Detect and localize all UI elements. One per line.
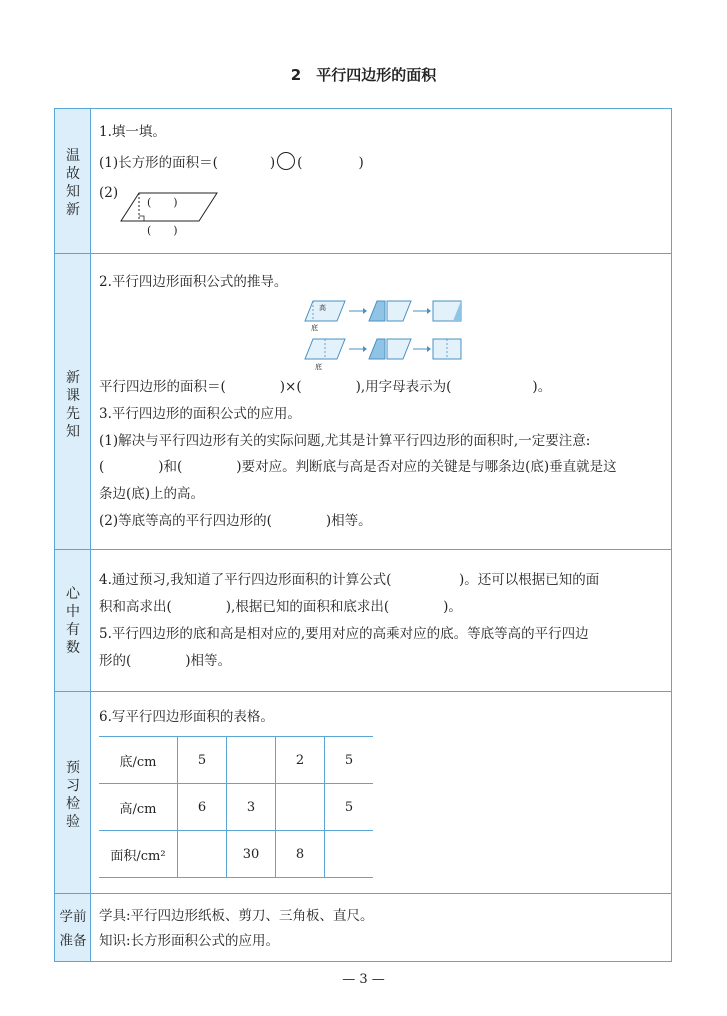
figure-gao-label: 高 [319,304,326,312]
q1-part1: (1)长方形的面积＝( ) ( ) [99,152,364,173]
table-cell[interactable]: 5 [325,737,374,784]
worksheet-frame [54,108,672,962]
table-cell[interactable] [325,831,374,878]
q3-line: 条边(底)上的高。 [99,486,205,502]
table-cell[interactable]: 8 [276,831,325,878]
q1-heading: 1.填一填。 [99,124,166,140]
q3-line: (2)等底等高的平行四边形的( )相等。 [99,513,372,529]
table-cell[interactable]: 5 [325,784,374,831]
section-sidebar [55,109,91,961]
section-label-wengu: 温 故 知 新 [66,148,80,218]
table-row [99,784,373,831]
q4-line: 积和高求出( ),根据已知的面积和底求出( )。 [99,599,462,615]
operator-circle-blank[interactable] [277,152,295,170]
row-header: 底/cm [99,737,178,784]
prep-tools: 学具:平行四边形纸板、剪刀、三角板、直尺。 [99,908,374,924]
table-cell[interactable]: 30 [227,831,276,878]
q2-formula: 平行四边形的面积＝( )×( ),用字母表示为( )。 [99,379,552,395]
section-divider [55,893,671,894]
q5-line: 形的( )相等。 [99,653,232,669]
section-label-yuxi: 预 习 检 验 [66,760,80,830]
prep-knowledge: 知识:长方形面积公式的应用。 [99,933,280,949]
derivation-diagram [301,299,471,371]
table-cell[interactable] [227,737,276,784]
page-number: — 3 — [342,972,385,987]
figure-bottom-blank: ( ) [147,224,178,237]
page-title: 2 平行四边形的面积 [290,66,437,84]
table-row [99,737,373,784]
table-row [99,831,373,878]
section-label-xueqian: 学前 准备 [59,909,87,949]
q6-heading: 6.写平行四边形面积的表格。 [99,709,274,725]
section-divider [55,691,671,692]
q5-line: 5.平行四边形的底和高是相对应的,要用对应的高乘对应的底。等底等高的平行四边 [99,626,589,642]
q2-heading: 2.平行四边形面积公式的推导。 [99,274,288,290]
row-header: 高/cm [99,784,178,831]
section-label-xinke: 新 课 先 知 [66,370,80,440]
q3-line: ( )和( )要对应。判断底与高是否对应的关键是与哪条边(底)垂直就是这 [99,459,617,475]
figure-inner-blank: ( ) [147,196,178,209]
section-divider [55,549,671,550]
q3-heading: 3.平行四边形的面积公式的应用。 [99,406,301,422]
table-cell[interactable] [178,831,227,878]
q4-line: 4.通过预习,我知道了平行四边形面积的计算公式( )。还可以根据已知的面 [99,572,600,588]
table-cell[interactable]: 3 [227,784,276,831]
table-cell[interactable] [276,784,325,831]
area-table [99,736,373,878]
q1-part2-label: (2) [99,185,119,201]
figure-di-label: 底 [315,363,322,371]
row-header: 面积/cm² [99,831,178,878]
table-cell[interactable]: 5 [178,737,227,784]
table-cell[interactable]: 6 [178,784,227,831]
section-label-xinzhong: 心 中 有 数 [66,586,80,656]
section-divider [55,253,671,254]
figure-di-label: 底 [311,324,318,332]
table-cell[interactable]: 2 [276,737,325,784]
q3-line: (1)解决与平行四边形有关的实际问题,尤其是计算平行四边形的面积时,一定要注意: [99,433,591,449]
